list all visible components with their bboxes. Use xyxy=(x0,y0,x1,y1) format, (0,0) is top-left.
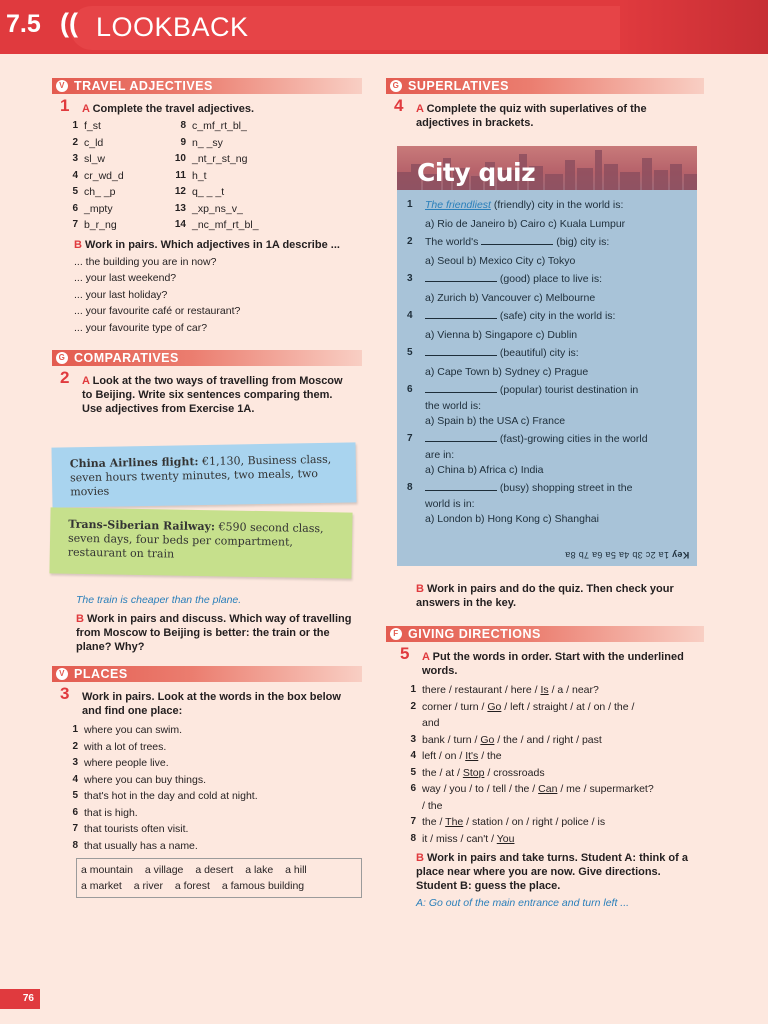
quiz-question: 4 (safe) city in the world is: xyxy=(407,310,616,322)
list-item: 3 sl_w xyxy=(72,153,106,165)
list-item: 2 corner / turn / Go / left / straight / at / on / the / and xyxy=(410,700,635,729)
page-header xyxy=(0,0,768,54)
word-item: a village xyxy=(144,864,184,876)
list-item: 5 ch_ _p xyxy=(72,186,116,198)
vocabulary-badge-icon: V xyxy=(56,668,68,680)
quiz-title: City quiz xyxy=(417,158,536,187)
grammar-badge-icon: G xyxy=(56,352,68,364)
left-column-lower xyxy=(52,594,362,898)
list-item: 1 there / restaurant / here / Is / a / near? xyxy=(410,684,599,696)
quiz-options: a) Seoul b) Mexico City c) Tokyo xyxy=(425,254,576,267)
list-item: 3 where people live. xyxy=(72,757,169,769)
list-item: 1 f_st xyxy=(72,120,101,132)
lookback-icon: (( xyxy=(60,8,78,38)
list-item: 4 left / on / It's / the xyxy=(410,750,502,762)
list-item: ... your last weekend? xyxy=(74,272,177,284)
exercise-4b-instruction: B Work in pairs and do the quiz. Then check your answers in the key. xyxy=(416,583,674,609)
list-item: 7 that tourists often visit. xyxy=(72,823,189,835)
page-title: LOOKBACK xyxy=(96,12,249,42)
vocabulary-badge-icon: V xyxy=(56,80,68,92)
exercise-1b-instruction: B Work in pairs. Which adjectives in 1A describe ... xyxy=(74,238,340,251)
list-right xyxy=(172,118,259,234)
word-box-row xyxy=(81,862,357,878)
list-item: 7 b_r_ng xyxy=(72,219,117,231)
quiz-options: a) Rio de Janeiro b) Cairo c) Kuala Lumpur xyxy=(425,217,626,230)
exercise-1a-instruction: 1 A Complete the travel adjectives. xyxy=(60,96,255,115)
quiz-options: a) Cape Town b) Sydney c) Prague xyxy=(425,365,589,378)
directions-example: A: Go out of the main entrance and turn left ... xyxy=(416,897,630,909)
list-item: 1 where you can swim. xyxy=(72,724,183,736)
list-item: 4 where you can buy things. xyxy=(72,773,206,786)
list-item: 13 _xp_ns_v_ xyxy=(174,202,243,215)
exercise-2b-instruction: B Work in pairs and discuss. Which way of travelling from Moscow to Beijing is better: the train or the plane? Why? xyxy=(76,613,352,653)
word-item: a river xyxy=(133,880,163,892)
list-item: ... the building you are in now? xyxy=(74,255,217,268)
quiz-question-cont: the world is: xyxy=(425,399,482,412)
quiz-question: 3 (good) place to live is: xyxy=(407,273,603,285)
right-column-lower xyxy=(386,582,704,909)
quiz-question: 7 (fast)-growing cities in the world xyxy=(407,433,648,445)
list-item: 5 that's hot in the day and cold at night. xyxy=(72,790,258,802)
list-item: 6 that is high. xyxy=(72,806,138,819)
exercise-3-instruction: 3 Work in pairs. Look at the words in the box below and find one place: xyxy=(60,684,341,717)
exercise-1a-list xyxy=(64,118,362,234)
list-item: ... your last holiday? xyxy=(74,288,168,301)
quiz-question: 2 The world's (big) city is: xyxy=(407,236,610,248)
quiz-body xyxy=(407,196,691,528)
grammar-badge-icon: G xyxy=(390,80,402,92)
exercise-1b-list xyxy=(74,254,362,337)
section-heading-travel-adjectives: V TRAVEL ADJECTIVES xyxy=(52,78,362,94)
list-item: 8 it / miss / can't / You xyxy=(410,832,515,845)
exercise-5a-instruction: 5 A Put the words in order. Start with the underlined words. xyxy=(400,644,684,677)
quiz-answer-key: Key 1a 2c 3b 4a 5a 6a 7b 8a xyxy=(564,550,689,560)
left-column xyxy=(52,78,362,416)
quiz-question-cont: are in: xyxy=(425,448,455,461)
list-item: 6 way / you / to / tell / the / Can / me / supermarket? / the xyxy=(410,783,654,812)
comparatives-example: The train is cheaper than the plane. xyxy=(76,594,242,606)
list-item: ... your favourite type of car? xyxy=(74,321,208,334)
quiz-question: 8 (busy) shopping street in the xyxy=(407,482,633,494)
list-item: 14 _nc_mf_rt_bl_ xyxy=(174,219,259,231)
word-item: a market xyxy=(81,880,122,892)
word-item: a hill xyxy=(285,864,307,876)
list-item: 12 q_ _ _t xyxy=(174,186,225,198)
quiz-question-cont: world is in: xyxy=(425,497,475,510)
list-item: 3 bank / turn / Go / the / and / right / past xyxy=(410,733,602,746)
exercise-5b-instruction: B Work in pairs and take turns. Student A: think of a place near where you are now. Give directions. Student B: guess the place. xyxy=(416,852,688,892)
quiz-options: a) Zurich b) Vancouver c) Melbourne xyxy=(425,291,596,304)
page-number: 76 xyxy=(0,989,40,1009)
word-item: a forest xyxy=(174,880,210,892)
quiz-question: 1 The friendliest (friendly) city in the world is: xyxy=(407,199,624,211)
section-heading-places: V PLACES xyxy=(52,666,362,682)
quiz-options: a) Vienna b) Singapore c) Dublin xyxy=(425,328,578,341)
quiz-question: 5 (beautiful) city is: xyxy=(407,347,579,359)
list-item: 5 the / at / Stop / crossroads xyxy=(410,766,545,779)
list-item: ... your favourite café or restaurant? xyxy=(74,305,241,317)
lesson-number: 7.5 xyxy=(6,10,41,38)
word-box xyxy=(76,858,362,898)
list-item: 7 the / The / station / on / right / police / is xyxy=(410,816,606,828)
exercise-5a-list xyxy=(402,682,704,847)
quiz-options: a) London b) Hong Kong c) Shanghai xyxy=(425,512,599,525)
exercise-4a-instruction: 4 A Complete the quiz with superlatives of the adjectives in brackets. xyxy=(394,96,647,129)
list-left xyxy=(64,118,172,234)
list-item: 9 n_ _sy xyxy=(180,136,223,149)
section-heading-comparatives: G COMPARATIVES xyxy=(52,350,362,366)
list-item: 2 c_ld xyxy=(72,136,104,149)
trans-siberian-card: Trans-Siberian Railway: €590 second class, seven days, four beds per compartment, restaurant on train xyxy=(49,507,352,578)
exercise-3-list xyxy=(64,722,362,854)
list-item: 11 h_t xyxy=(175,169,207,182)
word-item: a lake xyxy=(245,864,274,876)
section-heading-giving-directions: F GIVING DIRECTIONS xyxy=(386,626,704,642)
function-badge-icon: F xyxy=(390,628,402,640)
word-item: a mountain xyxy=(81,864,133,876)
section-heading-superlatives: G SUPERLATIVES xyxy=(386,78,704,94)
header-gradient xyxy=(620,0,768,54)
word-box-row xyxy=(81,878,357,894)
list-item: 8 c_mf_rt_bl_ xyxy=(180,120,247,132)
word-item: a desert xyxy=(195,864,234,876)
list-item: 8 that usually has a name. xyxy=(72,839,198,852)
quiz-options: a) China b) Africa c) India xyxy=(425,463,544,476)
city-quiz-panel xyxy=(397,146,697,566)
right-column xyxy=(386,78,704,130)
quiz-options: a) Spain b) the USA c) France xyxy=(425,414,566,427)
list-item: 4 cr_wd_d xyxy=(72,169,124,182)
quiz-question: 6 (popular) tourist destination in xyxy=(407,384,639,396)
list-item: 10 _nt_r_st_ng xyxy=(174,153,248,165)
list-item: 2 with a lot of trees. xyxy=(72,740,167,753)
word-item: a famous building xyxy=(221,880,305,892)
list-item: 6 _mpty xyxy=(72,202,113,215)
exercise-2a-instruction: 2 A Look at the two ways of travelling from Moscow to Beijing. Write six sentences comparing them. Use adjectives from Exercise 1A. xyxy=(60,368,343,415)
china-airlines-card: China Airlines flight: €1,130, Business class, seven hours twenty minutes, two meals, two movies xyxy=(51,442,356,507)
